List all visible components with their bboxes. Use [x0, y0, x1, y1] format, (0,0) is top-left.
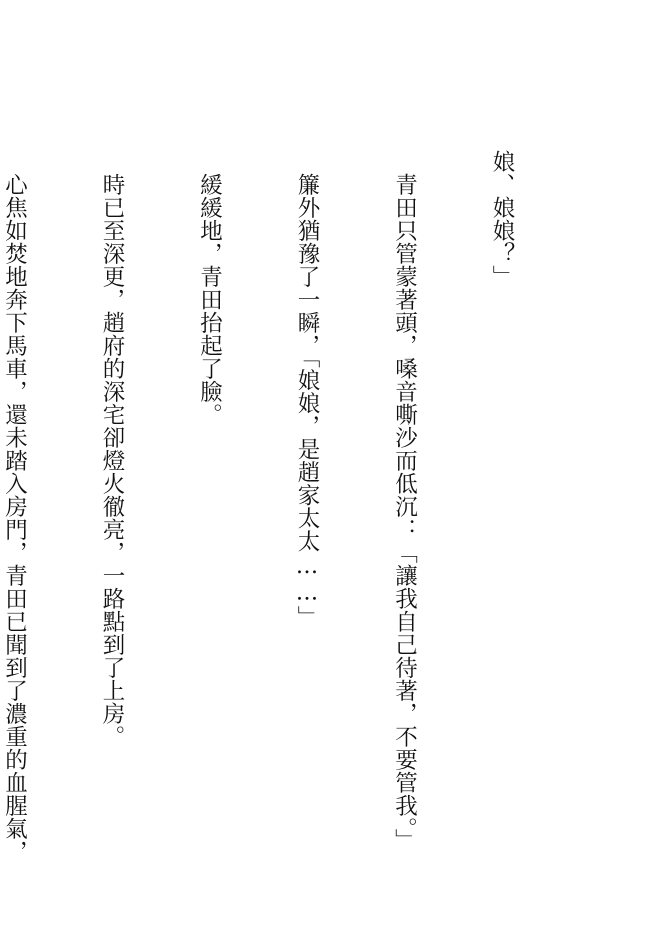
text-column: 簾外猶豫了一瞬，「娘娘，是趙家太太……」: [294, 150, 320, 629]
text-column: 緩緩地，青田抬起了臉。: [196, 150, 223, 426]
text-column: 時已至深更，趙府的深宅卻燈火徹亮，一路點到了上房。: [99, 150, 125, 748]
text-column: 心焦如焚地奔下馬車，還未踏入房門，青田已聞到了濃重的血腥氣，: [1, 173, 28, 863]
vertical-text-block: [0, 150, 583, 880]
text-column: 青田只管蒙著頭，嗓音嘶沙而低沉：「讓我自己待著，不要管我。」: [391, 150, 418, 852]
text-column: 娘、娘娘？」: [489, 150, 515, 288]
